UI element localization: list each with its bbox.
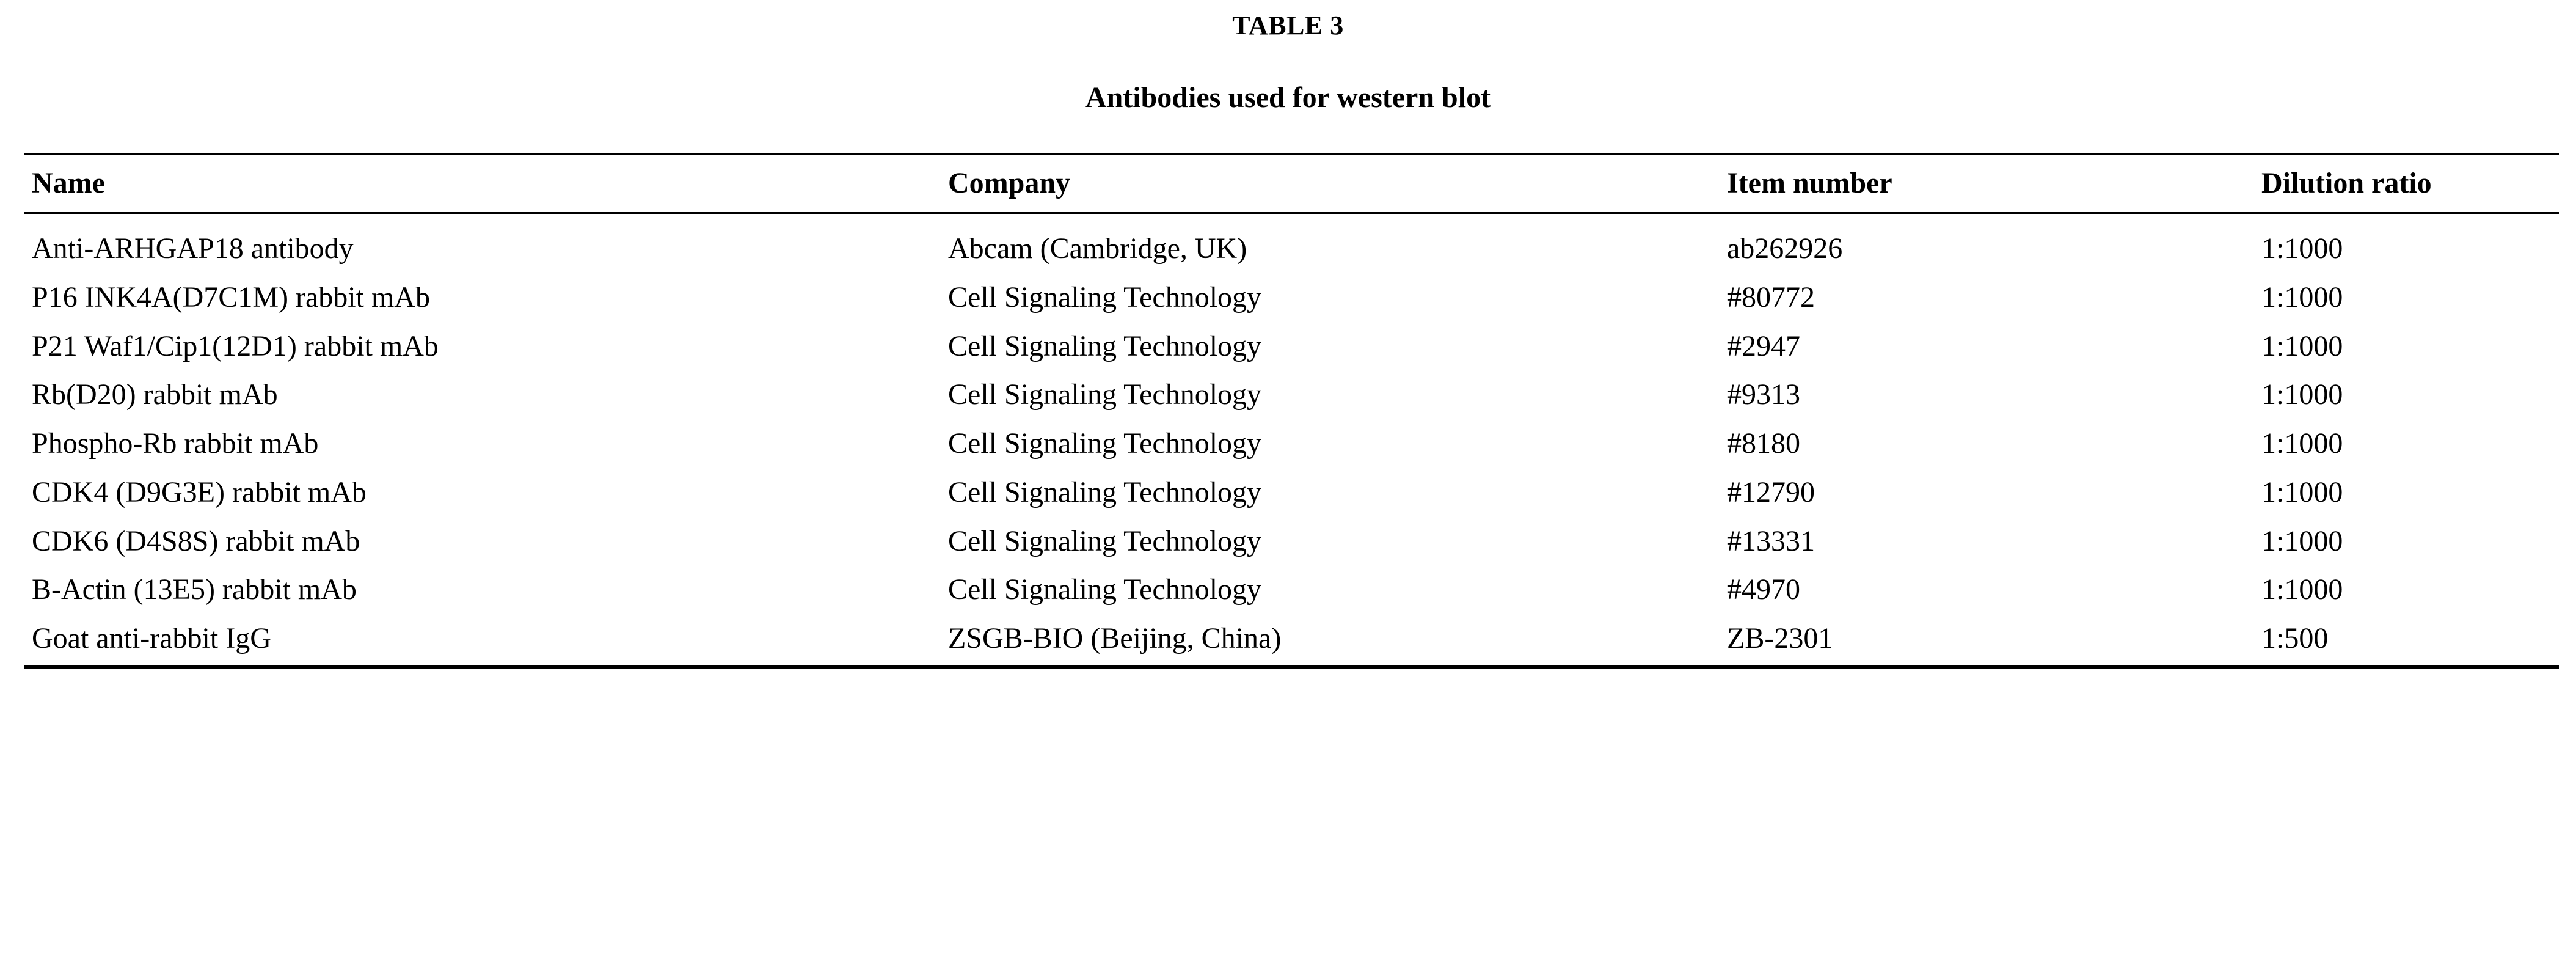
cell-company: Abcam (Cambridge, UK) [948,232,1247,265]
cell-dilution-ratio: 1:1000 [2261,232,2343,265]
cell-item-number: #4970 [1727,573,1800,606]
cell-item-number: #12790 [1727,475,1815,508]
cell-name: Anti-ARHGAP18 antibody [32,232,354,265]
cell-dilution-ratio: 1:1000 [2261,281,2343,314]
table-row [24,273,2559,322]
table-header [24,155,2559,213]
table-body [24,213,2559,667]
antibodies-table [24,153,2559,669]
column-header-dilution-ratio: Dilution ratio [2261,167,2432,200]
cell-item-number: ab262926 [1727,232,1843,265]
column-header-company: Company [948,167,1071,200]
cell-dilution-ratio: 1:1000 [2261,378,2343,411]
table-row [24,468,2559,517]
cell-name: CDK4 (D9G3E) rabbit mAb [32,475,367,508]
table-row [24,614,2559,667]
cell-company: Cell Signaling Technology [948,378,1262,411]
cell-company: Cell Signaling Technology [948,281,1262,314]
cell-item-number: ZB-2301 [1727,622,1833,655]
cell-dilution-ratio: 1:1000 [2261,524,2343,557]
cell-company: Cell Signaling Technology [948,427,1262,460]
table-row [24,370,2559,419]
cell-dilution-ratio: 1:1000 [2261,573,2343,606]
cell-name: B-Actin (13E5) rabbit mAb [32,573,357,606]
cell-item-number: #80772 [1727,281,1815,314]
cell-company: Cell Signaling Technology [948,475,1262,508]
table-number-label: TABLE 3 [1232,10,1344,40]
table-row [24,517,2559,566]
cell-company: Cell Signaling Technology [948,329,1262,362]
cell-name: Rb(D20) rabbit mAb [32,378,278,411]
cell-name: Phospho-Rb rabbit mAb [32,427,319,460]
cell-item-number: #2947 [1727,329,1800,362]
cell-name: P16 INK4A(D7C1M) rabbit mAb [32,281,430,314]
cell-company: ZSGB-BIO (Beijing, China) [948,622,1282,655]
cell-item-number: #9313 [1727,378,1800,411]
cell-name: P21 Waf1/Cip1(12D1) rabbit mAb [32,329,439,362]
cell-company: Cell Signaling Technology [948,573,1262,606]
cell-dilution-ratio: 1:1000 [2261,475,2343,508]
table-header-row [24,155,2559,213]
table-row [24,213,2559,273]
column-header-item-number: Item number [1727,167,1892,200]
cell-dilution-ratio: 1:1000 [2261,329,2343,362]
table-row [24,322,2559,371]
table-row [24,419,2559,468]
cell-dilution-ratio: 1:1000 [2261,427,2343,460]
cell-item-number: #13331 [1727,524,1815,557]
cell-item-number: #8180 [1727,427,1800,460]
table-row [24,565,2559,614]
cell-dilution-ratio: 1:500 [2261,622,2329,655]
table-caption: Antibodies used for western blot [1085,81,1491,114]
column-header-name: Name [32,167,105,200]
cell-name: CDK6 (D4S8S) rabbit mAb [32,524,360,557]
cell-company: Cell Signaling Technology [948,524,1262,557]
cell-name: Goat anti-rabbit IgG [32,622,271,655]
